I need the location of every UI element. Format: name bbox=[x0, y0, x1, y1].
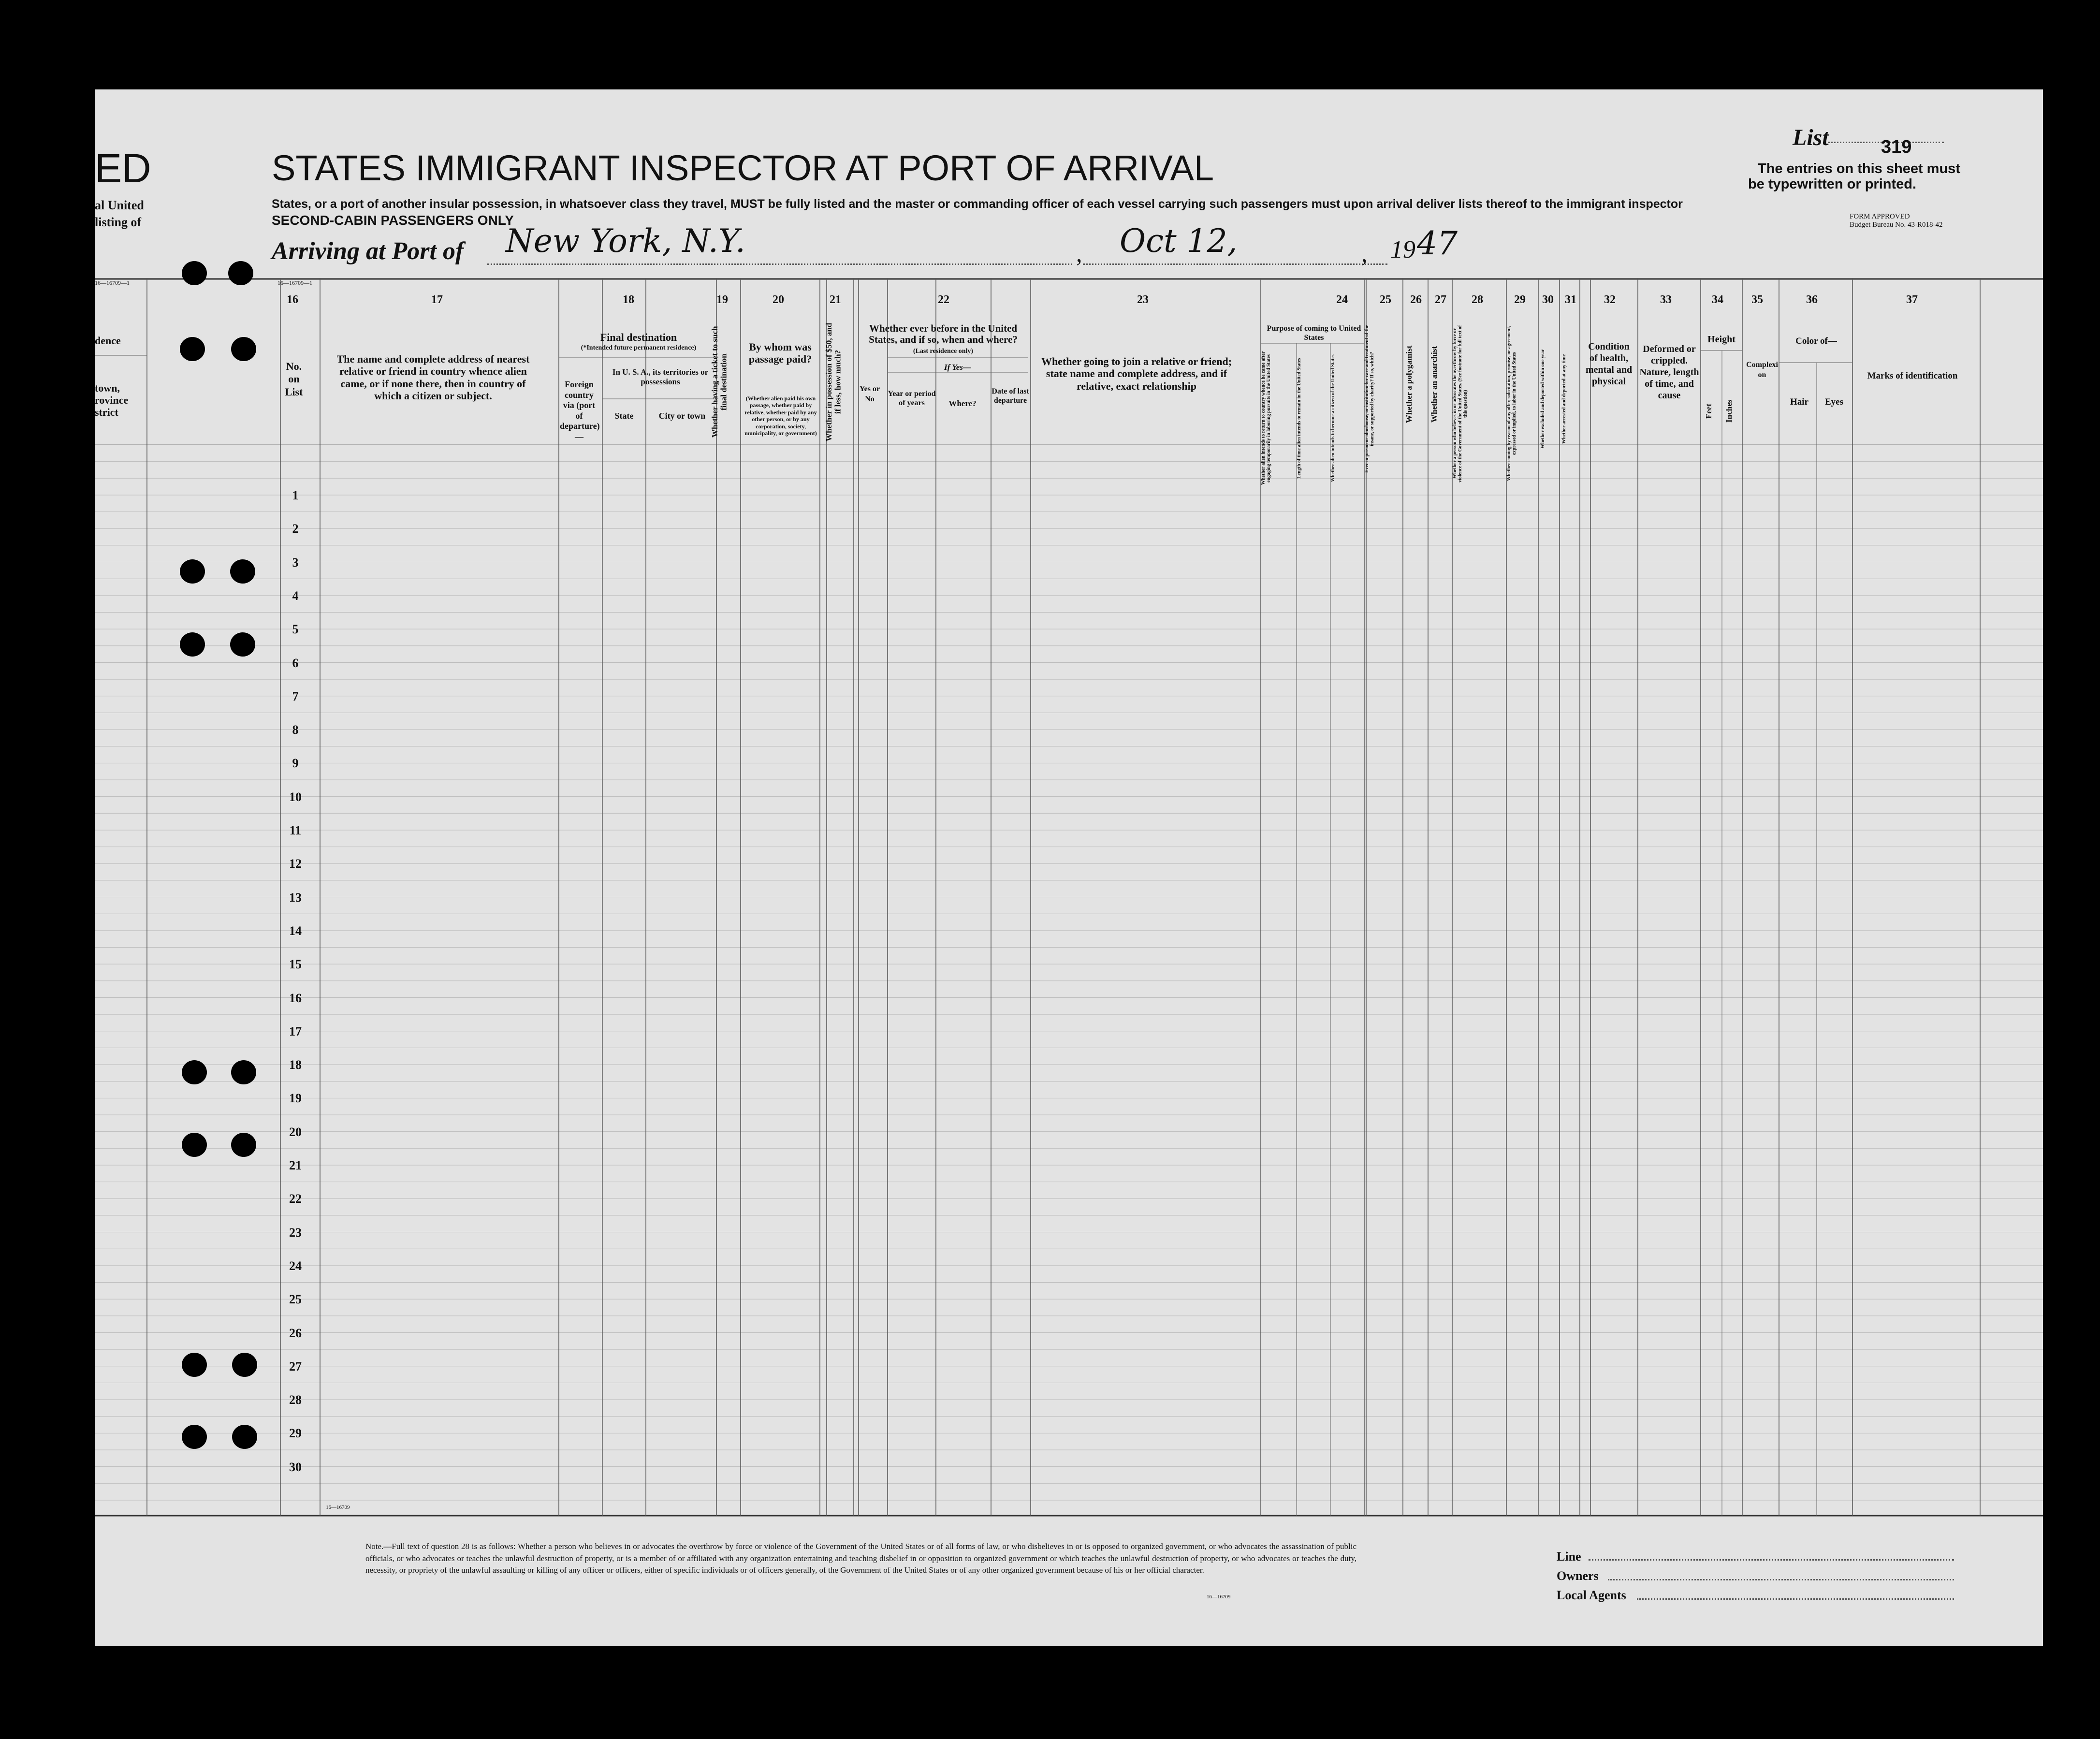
form-code-left: 16—16709—1 bbox=[95, 279, 130, 286]
col-24-sub2: Length of time alien intends to remain in the United States bbox=[1297, 358, 1302, 479]
col-22-yesno: Yes or No bbox=[859, 385, 880, 403]
row-number: 24 bbox=[289, 1258, 302, 1273]
col-27-label: Whether an anarchist bbox=[1429, 346, 1439, 423]
row-number: 13 bbox=[289, 890, 302, 905]
col-28-label: Whether a person who believes in or advocates the overthrow by force or violence of the Government of the United States. (See footnote for full text of this question) bbox=[1452, 325, 1468, 482]
sig-line-label: Line bbox=[1557, 1549, 1581, 1564]
year-printed: 19 bbox=[1390, 236, 1415, 263]
col-32-label: Condition of health, mental and physical bbox=[1585, 341, 1633, 387]
punch-hole bbox=[231, 1060, 256, 1084]
comma: , bbox=[1076, 240, 1082, 267]
col-26-num: 26 bbox=[1410, 293, 1422, 306]
row-number: 14 bbox=[289, 923, 302, 938]
col-24-label: Purpose of coming to United States bbox=[1267, 324, 1361, 342]
col-34-label: Height bbox=[1707, 334, 1735, 345]
row-number: 28 bbox=[289, 1393, 302, 1407]
col-20-sub: (Whether alien paid his own passage, whether paid by relative, whether paid by any other person, or by any corporation, society, municipality, or government) bbox=[744, 395, 817, 437]
col-20-label: By whom was passage paid? bbox=[748, 341, 812, 365]
col-26-label: Whether a polygamist bbox=[1404, 345, 1414, 424]
row-number: 27 bbox=[289, 1359, 302, 1374]
col-22-years: Year or period of years bbox=[888, 390, 936, 408]
col-22-ifyes: If Yes— bbox=[944, 363, 971, 372]
list-label: List bbox=[1793, 125, 1829, 150]
year-handwritten: 47 bbox=[1417, 225, 1458, 262]
col-19-num: 19 bbox=[716, 293, 728, 306]
col-25-label: Ever in prison or almshouse, or institution for care and treatment of the insane, or supported by charity? If so, which? bbox=[1364, 325, 1375, 473]
port-line bbox=[487, 263, 1072, 265]
manifest-grid bbox=[95, 89, 2043, 1646]
row-number: 11 bbox=[289, 823, 302, 837]
col-18-state: State bbox=[614, 411, 634, 421]
row-number: 12 bbox=[289, 857, 302, 871]
sig-owners-dots bbox=[1608, 1579, 1954, 1580]
left-small-text-2: listing of bbox=[95, 215, 142, 229]
row-number: 17 bbox=[289, 1024, 302, 1038]
punch-hole bbox=[182, 1353, 207, 1377]
left-province-label: rovince bbox=[95, 394, 129, 406]
col-29-label: Whether coming by reason of any offer, solicitation, promise, or agreement, expressed or implied, to labor in the United States bbox=[1506, 326, 1517, 482]
col-33-label: Deformed or crippled. Nature, length of time, and cause bbox=[1639, 344, 1699, 401]
col-18-usa: In U. S. A., its territories or possessions bbox=[612, 367, 709, 387]
comma-2: , bbox=[1361, 240, 1368, 267]
col-36-hair: Hair bbox=[1790, 397, 1808, 407]
punch-hole bbox=[228, 261, 253, 285]
col-19-label: Whether having a ticket to such final destination bbox=[710, 326, 729, 438]
class-line: SECOND-CABIN PASSENGERS ONLY bbox=[272, 213, 514, 228]
row-number: 1 bbox=[292, 488, 299, 502]
col-32-num: 32 bbox=[1604, 293, 1616, 306]
subtitle: States, or a port of another insular possession, in whatsoever class they travel, MUST be fully listed and the master or commanding officer of each vessel carrying such passengers must upon arrival deliver lists thereof to the immigrant inspector bbox=[272, 197, 1683, 211]
col-34-num: 34 bbox=[1712, 293, 1723, 306]
col-35-num: 35 bbox=[1751, 293, 1763, 306]
col-21-num: 21 bbox=[830, 293, 841, 306]
row-number: 2 bbox=[292, 522, 299, 536]
col-22-num: 22 bbox=[938, 293, 949, 306]
row-number: 21 bbox=[289, 1158, 302, 1172]
col-31-num: 31 bbox=[1565, 293, 1576, 306]
punch-hole bbox=[182, 261, 207, 285]
col-22-where: Where? bbox=[948, 399, 977, 408]
punch-hole bbox=[230, 559, 255, 584]
row-number: 23 bbox=[289, 1225, 302, 1240]
col-21-label: Whether in possession of $50, and if less, how much? bbox=[824, 322, 843, 441]
col-31-label: Whether arrested and deported at any time bbox=[1561, 354, 1567, 444]
col-24-sub3: Whether alien intends to become a citizen of the United States bbox=[1330, 354, 1336, 482]
col-37-num: 37 bbox=[1906, 293, 1918, 306]
col-36-eyes: Eyes bbox=[1825, 397, 1843, 407]
left-residence-label: dence bbox=[95, 335, 121, 347]
form-code-note: 16—16709 bbox=[1207, 1594, 1231, 1600]
col-16-num: 16 bbox=[287, 293, 298, 306]
col-18-foreign: Foreign country via (port of departure)— bbox=[560, 380, 600, 441]
col-37-label: Marks of identification bbox=[1867, 371, 1958, 381]
row-number: 25 bbox=[289, 1292, 302, 1307]
col-22-sub: (Last residence only) bbox=[913, 348, 974, 355]
col-24-num: 24 bbox=[1336, 293, 1348, 306]
arriving-label: Arriving at Port of bbox=[272, 237, 464, 265]
row-number: 5 bbox=[292, 622, 299, 637]
budget-bureau: Budget Bureau No. 43-R018-42 bbox=[1850, 221, 1943, 229]
punch-hole bbox=[180, 632, 205, 657]
col-25-num: 25 bbox=[1380, 293, 1391, 306]
left-district-label: strict bbox=[95, 406, 118, 418]
row-number: 15 bbox=[289, 957, 302, 972]
col-34-inches: Inches bbox=[1724, 399, 1734, 423]
sig-agents-dots bbox=[1637, 1598, 1954, 1600]
left-small-text-1: al United bbox=[95, 198, 144, 212]
col-33-num: 33 bbox=[1660, 293, 1672, 306]
row-number: 29 bbox=[289, 1426, 302, 1441]
row-number: 3 bbox=[292, 555, 299, 570]
punch-hole bbox=[232, 1353, 257, 1377]
col-18-num: 18 bbox=[623, 293, 634, 306]
date-line bbox=[1083, 263, 1387, 265]
col-27-num: 27 bbox=[1435, 293, 1446, 306]
form-approved: FORM APPROVED bbox=[1850, 213, 1910, 220]
punch-hole bbox=[182, 1425, 207, 1449]
col-22-label: Whether ever before in the United States, and if so, when and where? bbox=[869, 322, 1018, 346]
row-number: 4 bbox=[292, 588, 299, 603]
punch-hole bbox=[182, 1060, 207, 1084]
col-18-label: Final destination bbox=[600, 331, 677, 343]
punch-hole bbox=[180, 559, 205, 584]
sheet-note-2: be typewritten or printed. bbox=[1748, 176, 1917, 192]
col-28-num: 28 bbox=[1472, 293, 1483, 306]
sig-owners-label: Owners bbox=[1557, 1569, 1599, 1583]
title-fragment-left: ED bbox=[95, 146, 151, 191]
col-29-num: 29 bbox=[1514, 293, 1526, 306]
col-23-num: 23 bbox=[1137, 293, 1149, 306]
row-number: 19 bbox=[289, 1091, 302, 1106]
punch-hole bbox=[230, 632, 255, 657]
row-number: 6 bbox=[292, 656, 299, 670]
row-number: 16 bbox=[289, 991, 302, 1005]
punch-hole bbox=[180, 337, 205, 361]
col-18-city: City or town bbox=[658, 411, 706, 421]
form-code-mid: 16—16709—1 bbox=[277, 279, 312, 286]
row-number: 7 bbox=[292, 689, 299, 703]
col-34-feet: Feet bbox=[1704, 403, 1713, 419]
row-number: 22 bbox=[289, 1192, 302, 1206]
manifest-sheet bbox=[95, 89, 2043, 1646]
col-20-num: 20 bbox=[773, 293, 784, 306]
sig-line-dots bbox=[1589, 1559, 1954, 1561]
punch-hole bbox=[182, 1133, 207, 1157]
col-30-label: Whether excluded and deported within one year bbox=[1540, 349, 1546, 449]
row-number: 30 bbox=[289, 1460, 302, 1474]
list-number: 319 bbox=[1881, 137, 1912, 157]
sheet-note-1: The entries on this sheet must bbox=[1758, 161, 1960, 176]
col-24-sub1: Whether alien intends to return to country whence he came after engaging temporarily in laboring pursuits in the United States bbox=[1261, 351, 1271, 485]
col-35-label: Complexion bbox=[1746, 361, 1778, 379]
port-handwritten: New York, N.Y. bbox=[506, 222, 745, 260]
row-number: 18 bbox=[289, 1058, 302, 1072]
row-number: 10 bbox=[289, 789, 302, 804]
row-number: 20 bbox=[289, 1125, 302, 1139]
date-handwritten: Oct 12, bbox=[1120, 222, 1238, 260]
row-number: 26 bbox=[289, 1326, 302, 1340]
sig-agents-label: Local Agents bbox=[1557, 1588, 1626, 1602]
col-16-label: No. on List bbox=[285, 360, 303, 398]
col-23-label: Whether going to join a relative or friend; state name and complete address, and if relative, exact relationship bbox=[1041, 355, 1232, 392]
footnote: Note.—Full text of question 28 is as follows: Whether a person who believes in or advocates the overthrow by force or violence of the Government of the United States or of all forms of law, or who disbelieves in or is opposed to organized government, or who advocates the assassination of public officials, or who advocates or teaches the unlawful destruction of property, or is a member of or affiliated with any organization entertaining and teaching disbelief in or opposition to organized government or which teaches the unlawful destruction of property, or who advocates or teaches the duty, necessity, or propriety of the unlawful assaulting or killing of any officer or officers, either of specific individuals or of officers generally, of the Government of the United States or of any other organized government because of his or her official character. bbox=[365, 1542, 1356, 1575]
punch-hole bbox=[231, 1133, 256, 1157]
col-36-label: Color of— bbox=[1795, 336, 1837, 346]
punch-hole bbox=[232, 1425, 257, 1449]
col-18-sub: (*Intended future permanent residence) bbox=[581, 344, 697, 351]
col-30-num: 30 bbox=[1542, 293, 1554, 306]
col-17-num: 17 bbox=[431, 293, 443, 306]
col-22-date: Date of last departure bbox=[992, 387, 1029, 405]
row-number: 8 bbox=[292, 723, 299, 737]
page-title: STATES IMMIGRANT INSPECTOR AT PORT OF ARRIVAL bbox=[272, 148, 1214, 188]
left-town-label: town, bbox=[95, 382, 120, 394]
form-code-bottom: 16—16709 bbox=[326, 1505, 350, 1510]
row-number: 9 bbox=[292, 756, 299, 771]
punch-hole bbox=[231, 337, 256, 361]
col-36-num: 36 bbox=[1806, 293, 1818, 306]
col-17-label: The name and complete address of nearest relative or friend in country whence alien came, or if none there, then in country of which a citizen or subject. bbox=[336, 353, 530, 402]
